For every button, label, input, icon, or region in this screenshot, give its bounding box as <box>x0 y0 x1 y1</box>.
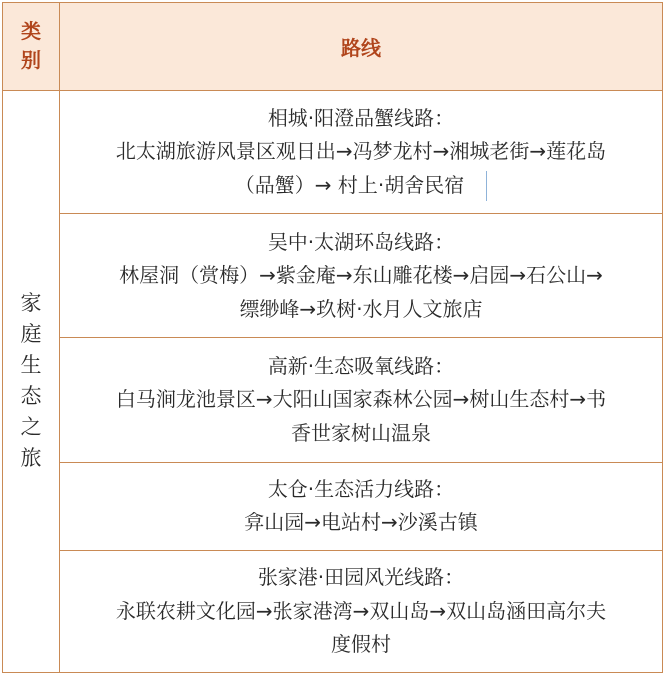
category-char: 之 <box>20 415 42 440</box>
category-char: 生 <box>20 353 42 378</box>
route-title: 张家港·田园风光线路： <box>257 565 465 590</box>
route-title: 太仓·生态活力线路： <box>267 476 455 501</box>
text-cursor <box>486 171 487 201</box>
route-stops: 北太湖旅游风景区观日出→冯梦龙村→湘城老街→莲花岛 <box>115 139 607 164</box>
route-title: 吴中·太湖环岛线路： <box>267 229 455 254</box>
route-stops: 林屋洞（赏梅）→紫金庵→东山雕花楼→启园→石公山→ <box>119 263 603 288</box>
table-row <box>3 90 663 213</box>
route-stops-cont <box>60 169 662 203</box>
route-cell <box>60 462 663 550</box>
route-stops-text: （品蟹）→ 村上·胡舍民宿 <box>234 172 465 197</box>
route-stops-cont: 度假村 <box>331 632 391 657</box>
category-char: 家 <box>20 291 42 316</box>
table-row <box>3 214 663 338</box>
route-stops: 白马涧龙池景区→大阳山国家森林公园→树山生态村→书 <box>115 387 607 412</box>
route-stops-cont: 香世家树山温泉 <box>291 420 431 445</box>
category-header-char: 类 <box>21 19 41 44</box>
route-title: 高新·生态吸氧线路： <box>267 353 455 378</box>
route-cell <box>60 90 663 213</box>
route-stops-cont: 缥缈峰→玖树·水月人文旅店 <box>239 296 483 321</box>
route-cell <box>60 338 663 462</box>
category-char: 旅 <box>20 446 42 471</box>
route-table <box>2 2 663 673</box>
table-row <box>3 462 663 550</box>
route-header: 路线 <box>60 3 663 91</box>
table-row <box>3 338 663 462</box>
category-header-char: 别 <box>21 48 41 73</box>
category-cell <box>3 90 60 672</box>
category-char: 态 <box>20 384 42 409</box>
route-title: 相城·阳澄品蟹线路： <box>267 105 455 130</box>
route-stops: 弇山园→电站村→沙溪古镇 <box>244 510 478 535</box>
category-header <box>3 3 60 91</box>
route-cell <box>60 214 663 338</box>
header-row <box>3 3 663 91</box>
route-stops: 永联农耕文化园→张家港湾→双山岛→双山岛涵田高尔夫 <box>115 598 607 623</box>
table-row <box>3 550 663 672</box>
route-cell <box>60 550 663 672</box>
category-char: 庭 <box>20 322 42 347</box>
